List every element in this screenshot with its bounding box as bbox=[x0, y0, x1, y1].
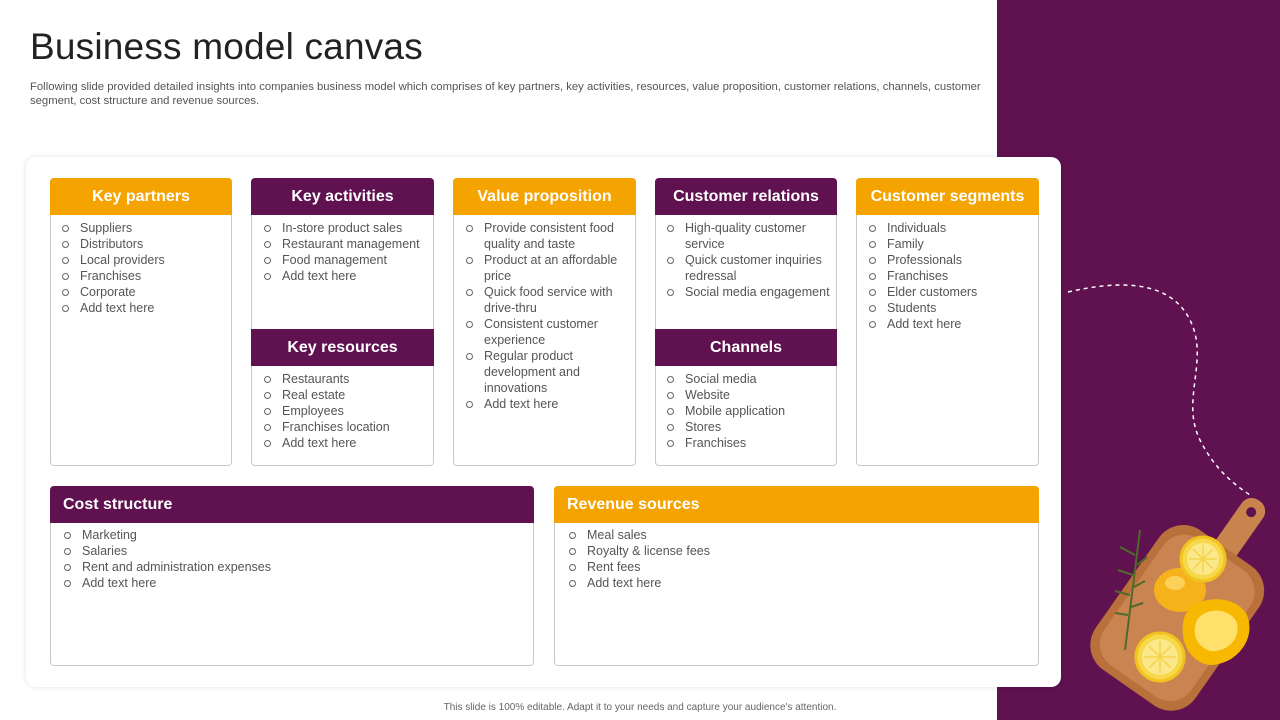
key-partners-heading: Key partners bbox=[50, 178, 232, 215]
key-activities-list bbox=[262, 220, 428, 284]
list-item: Employees bbox=[262, 403, 428, 419]
list-item: Rent and administration expenses bbox=[62, 559, 522, 575]
channels-list bbox=[665, 371, 831, 451]
value-proposition-list bbox=[464, 220, 630, 412]
list-item: Add text here bbox=[62, 575, 522, 591]
list-item: High-quality customer service bbox=[665, 220, 831, 252]
list-item: Add text here bbox=[867, 316, 1033, 332]
list-item: Website bbox=[665, 387, 831, 403]
list-item: Suppliers bbox=[60, 220, 228, 236]
page-title: Business model canvas bbox=[30, 26, 423, 67]
list-item: Quick customer inquiries redressal bbox=[665, 252, 831, 284]
list-item: Franchises location bbox=[262, 419, 428, 435]
list-item: Quick food service with drive-thru bbox=[464, 284, 630, 316]
list-item: Franchises bbox=[665, 435, 831, 451]
cost-structure-list bbox=[62, 527, 522, 591]
list-item: Individuals bbox=[867, 220, 1033, 236]
key-partners-list bbox=[60, 220, 228, 316]
key-resources-list bbox=[262, 371, 428, 451]
list-item: Restaurants bbox=[262, 371, 428, 387]
list-item: Product at an affordable price bbox=[464, 252, 630, 284]
list-item: Regular product development and innovations bbox=[464, 348, 630, 396]
list-item: Food management bbox=[262, 252, 428, 268]
list-item: Royalty & license fees bbox=[567, 543, 1027, 559]
list-item: Mobile application bbox=[665, 403, 831, 419]
page-subtitle: Following slide provided detailed insights into companies business model which comprises of key partners, key activities, resources, value proposition, customer relations, channels, customer segment, cost structure and revenue sources. bbox=[30, 81, 981, 107]
list-item: Corporate bbox=[60, 284, 228, 300]
customer-segments-heading: Customer segments bbox=[856, 178, 1039, 215]
customer-segments-list bbox=[867, 220, 1033, 332]
list-item: Meal sales bbox=[567, 527, 1027, 543]
list-item: In-store product sales bbox=[262, 220, 428, 236]
list-item: Provide consistent food quality and taste bbox=[464, 220, 630, 252]
list-item: Add text here bbox=[262, 268, 428, 284]
list-item: Franchises bbox=[867, 268, 1033, 284]
list-item: Social media bbox=[665, 371, 831, 387]
list-item: Add text here bbox=[60, 300, 228, 316]
cutting-board-illustration bbox=[1085, 475, 1280, 720]
list-item: Stores bbox=[665, 419, 831, 435]
customer-relations-list bbox=[665, 220, 831, 300]
customer-relations-heading: Customer relations bbox=[655, 178, 837, 215]
list-item: Elder customers bbox=[867, 284, 1033, 300]
list-item: Consistent customer experience bbox=[464, 316, 630, 348]
list-item: Students bbox=[867, 300, 1033, 316]
list-item: Rent fees bbox=[567, 559, 1027, 575]
list-item: Marketing bbox=[62, 527, 522, 543]
key-resources-heading: Key resources bbox=[251, 329, 434, 366]
list-item: Real estate bbox=[262, 387, 428, 403]
list-item: Restaurant management bbox=[262, 236, 428, 252]
list-item: Add text here bbox=[464, 396, 630, 412]
footer-note: This slide is 100% editable. Adapt it to your needs and capture your audience's attention. bbox=[443, 702, 837, 713]
list-item: Salaries bbox=[62, 543, 522, 559]
list-item: Social media engagement bbox=[665, 284, 831, 300]
list-item: Local providers bbox=[60, 252, 228, 268]
list-item: Add text here bbox=[567, 575, 1027, 591]
list-item: Distributors bbox=[60, 236, 228, 252]
list-item: Add text here bbox=[262, 435, 428, 451]
revenue-sources-heading: Revenue sources bbox=[554, 486, 1039, 523]
value-proposition-heading: Value proposition bbox=[453, 178, 636, 215]
list-item: Family bbox=[867, 236, 1033, 252]
revenue-sources-list bbox=[567, 527, 1027, 591]
channels-heading: Channels bbox=[655, 329, 837, 366]
list-item: Professionals bbox=[867, 252, 1033, 268]
cost-structure-heading: Cost structure bbox=[50, 486, 534, 523]
key-activities-heading: Key activities bbox=[251, 178, 434, 215]
list-item: Franchises bbox=[60, 268, 228, 284]
